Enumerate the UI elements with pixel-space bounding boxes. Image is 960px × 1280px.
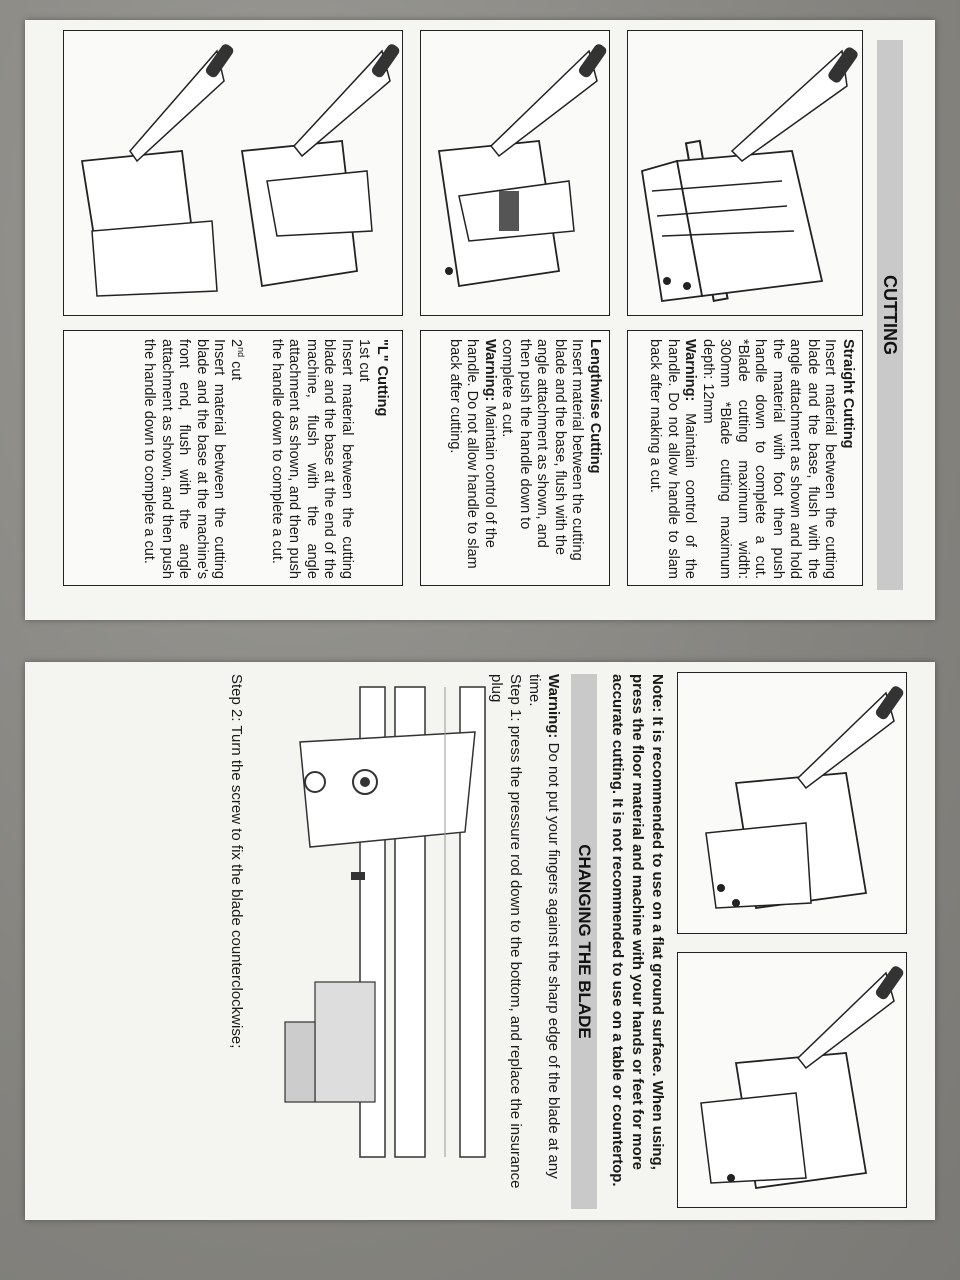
lengthwise-cutting-text-box [420, 330, 610, 586]
manual-booklet [25, 20, 935, 1220]
note-text: It is recommended to use on a flat ground surface. When using, press the floor material and machine with your hands or feet for more accurate cutting. It is not recommended to use on a table or countertop. [609, 674, 666, 1187]
l-cutting-image-box [63, 30, 403, 316]
cutter-handle-down-illustration [676, 953, 906, 1209]
blade-warning-label: Warning: [545, 674, 562, 739]
first-cut-label: 1st cut [356, 339, 373, 382]
right-page [25, 662, 935, 1220]
straight-cutting-illustration [626, 31, 862, 317]
step2-text: Step 2: Turn the screw to fix the blade counterclockwise; [228, 674, 245, 1049]
cutting-heading: CUTTING [877, 40, 903, 590]
changing-blade-heading: CHANGING THE BLADE [571, 674, 597, 1209]
lengthwise-cutting-illustration [419, 31, 609, 317]
handle-up-image-box [677, 672, 907, 934]
note-paragraph [607, 674, 667, 1209]
straight-cutting-text-box [627, 330, 863, 586]
lengthwise-cutting-image-box [420, 30, 610, 316]
straight-cutting-title: Straight Cutting [840, 339, 856, 449]
straight-cutting-image-box [627, 30, 863, 316]
cutter-handle-up-illustration [676, 673, 906, 935]
l-cutting-title: "L" Cutting [374, 339, 390, 417]
first-cut-text: Insert material between the cutting blade and the base at the end of the machine, flush with the angle attachment as shown, and then push the handle down to complete a cut. [269, 339, 355, 579]
second-cut-text: Insert material between the cutting blade and the base at the machine's front end, flush with the angle attachment as shown, and then push the handle down to complete a cut. [141, 339, 228, 579]
note-label: Note: [649, 674, 666, 713]
straight-cutting-warning-text: Maintain control of the handle. Do not allow handle to slam back after making a cut. [647, 339, 699, 579]
straight-cutting-warning-label: Warning: [682, 339, 699, 402]
l-cutting-text-box [63, 330, 403, 586]
lengthwise-cutting-body: Insert material between the cutting blade and the base, flush with the angle attachment as shown, and then push the handle down to complete a cut. [499, 339, 586, 561]
lengthwise-cutting-warning-text: Maintain control of the handle. Do not allow handle to slam back after cutting. [447, 339, 498, 569]
step1-line1: Step 1: press the pressure rod down to the bottom, and replace the insurance plug [488, 674, 524, 1189]
left-page [25, 20, 935, 620]
straight-cutting-body: Insert material between the cutting blade and the base, flush with the angle attachment as shown and hold the material with foot then push handle down to complete a cut. *Blade cutting maximum width: 300mm *Blade cutting maximum depth: 12mm [700, 339, 839, 579]
handle-down-image-box [677, 952, 907, 1208]
second-cut-label: 2nd cut [228, 339, 247, 381]
blade-assembly-illustration [275, 682, 495, 1202]
lengthwise-cutting-title: Lengthwise Cutting [587, 339, 603, 474]
lengthwise-cutting-warning-label: Warning: [482, 339, 498, 402]
l-cutting-illustration [62, 31, 402, 317]
blade-warning-text: Do not put your fingers against the sharp edge of the blade at any time. [526, 674, 562, 1179]
